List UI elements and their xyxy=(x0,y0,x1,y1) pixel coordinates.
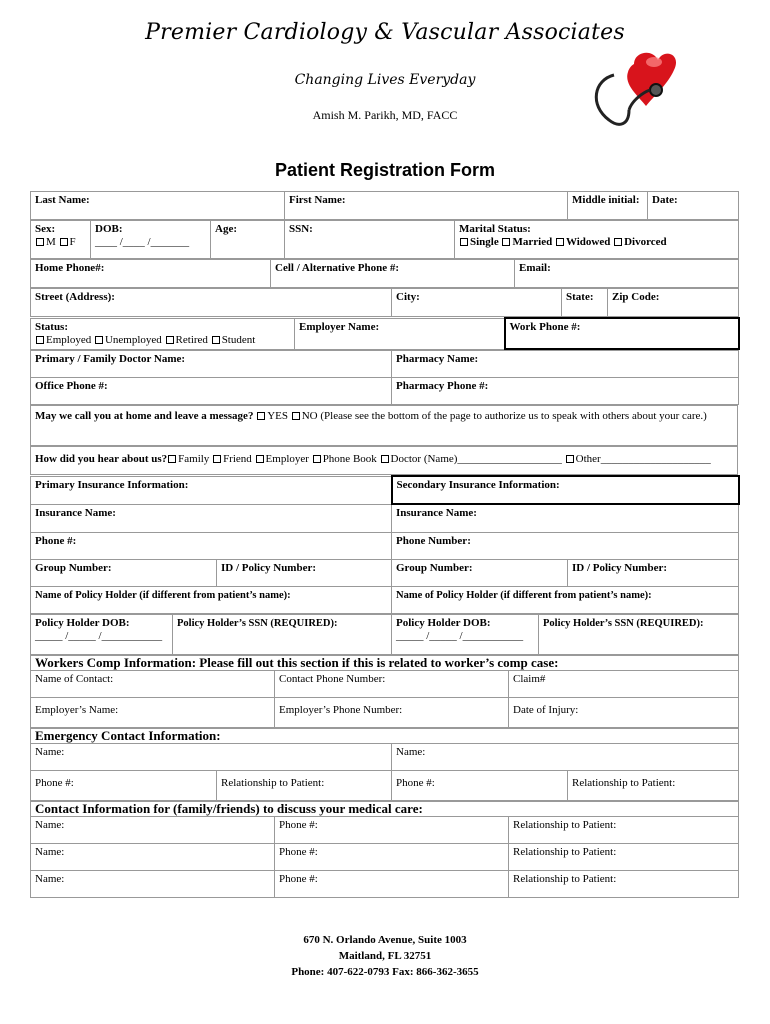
footer-street: 670 N. Orlando Avenue, Suite 1003 xyxy=(303,934,467,946)
footer-address xyxy=(0,932,770,980)
contact-name-field[interactable]: Name of Contact: xyxy=(31,670,275,697)
marital-status-field: Marital Status: Single Married Widowed Divorced xyxy=(455,221,739,259)
secondary-policy-holder-ssn-field[interactable]: Policy Holder’s SSN (REQUIRED): xyxy=(539,614,739,654)
emergency-name-1-field[interactable]: Name: xyxy=(31,743,392,770)
primary-insurance-name-field[interactable]: Insurance Name: xyxy=(31,504,392,532)
sex-field: Sex: M F xyxy=(31,221,91,259)
emergency-phone-2-field[interactable]: Phone #: xyxy=(392,770,568,800)
divorced-checkbox[interactable] xyxy=(614,238,622,246)
registration-form xyxy=(30,191,738,898)
primary-insurance-heading: Primary Insurance Information: xyxy=(31,476,392,504)
employer-name-wc-field[interactable]: Employer’s Name: xyxy=(31,697,275,727)
primary-group-number-field[interactable]: Group Number: xyxy=(31,559,217,586)
contact-3-name-field[interactable]: Name: xyxy=(31,870,275,897)
referral-source: How did you hear about us? Family Friend Employer Phone Book Doctor (Name)___________________ Other____________________ xyxy=(31,447,738,475)
address-row xyxy=(30,288,739,317)
secondary-insurance-heading: Secondary Insurance Information: xyxy=(392,476,739,504)
heart-stethoscope-logo xyxy=(584,40,684,130)
home-phone-field[interactable]: Home Phone#: xyxy=(31,260,271,288)
form-title: Patient Registration Form xyxy=(274,160,496,180)
secondary-policy-holder-dob-field[interactable]: Policy Holder DOB: _____ /_____ /___________ xyxy=(392,614,539,654)
policy-holder-row xyxy=(30,614,739,655)
message-yes-checkbox[interactable] xyxy=(257,412,265,420)
last-name-field[interactable]: Last Name: xyxy=(31,192,285,220)
employer-checkbox[interactable] xyxy=(256,455,264,463)
emergency-phone-1-field[interactable]: Phone #: xyxy=(31,770,217,800)
primary-policy-holder-dob-field[interactable]: Policy Holder DOB: _____ /_____ /___________ xyxy=(31,614,173,654)
unemployed-checkbox[interactable] xyxy=(95,336,103,344)
workers-comp-heading: Workers Comp Information: Please fill out this section if this is related to worker’s comp case: xyxy=(31,655,739,670)
emergency-relationship-2-field[interactable]: Relationship to Patient: xyxy=(568,770,739,800)
zip-code-field[interactable]: Zip Code: xyxy=(608,289,739,317)
city-field[interactable]: City: xyxy=(392,289,562,317)
middle-initial-field[interactable]: Middle initial: xyxy=(568,192,648,220)
doctor-name: Amish M. Parikh, MD, FACC xyxy=(312,108,458,122)
primary-policy-holder-ssn-field[interactable]: Policy Holder’s SSN (REQUIRED): xyxy=(173,614,392,654)
footer-phone-fax: Phone: 407-622-0793 Fax: 866-362-3655 xyxy=(291,966,479,978)
contact-3-phone-field[interactable]: Phone #: xyxy=(275,870,509,897)
doctor-checkbox[interactable] xyxy=(381,455,389,463)
emergency-heading: Emergency Contact Information: xyxy=(31,728,739,743)
work-phone-field[interactable]: Work Phone #: xyxy=(505,318,739,349)
pharmacy-phone-field[interactable]: Pharmacy Phone #: xyxy=(392,378,739,405)
primary-policy-number-field[interactable]: ID / Policy Number: xyxy=(217,559,392,586)
employment-status-field: Status: Employed Unemployed Retired Student xyxy=(31,318,295,349)
secondary-insurance-phone-field[interactable]: Phone Number: xyxy=(392,532,739,559)
employment-row xyxy=(30,317,740,350)
married-checkbox[interactable] xyxy=(502,238,510,246)
name-row xyxy=(30,191,739,220)
phone-book-checkbox[interactable] xyxy=(313,455,321,463)
primary-policy-holder-name-field[interactable]: Name of Policy Holder (if different from patient’s name): xyxy=(31,586,392,613)
email-field[interactable]: Email: xyxy=(515,260,739,288)
date-field[interactable]: Date: xyxy=(648,192,739,220)
pharmacy-name-field[interactable]: Pharmacy Name: xyxy=(392,351,739,378)
secondary-insurance-name-field[interactable]: Insurance Name: xyxy=(392,504,739,532)
single-checkbox[interactable] xyxy=(460,238,468,246)
message-no-checkbox[interactable] xyxy=(292,412,300,420)
emergency-name-2-field[interactable]: Name: xyxy=(392,743,739,770)
secondary-policy-number-field[interactable]: ID / Policy Number: xyxy=(568,559,739,586)
insurance-section xyxy=(30,475,740,614)
workers-comp-section xyxy=(30,655,739,728)
male-checkbox[interactable] xyxy=(36,238,44,246)
date-of-injury-field[interactable]: Date of Injury: xyxy=(509,697,739,727)
phone-row xyxy=(30,259,739,288)
state-field[interactable]: State: xyxy=(562,289,608,317)
widowed-checkbox[interactable] xyxy=(556,238,564,246)
dob-field[interactable]: DOB: ____ /____ /_______ xyxy=(91,221,211,259)
contact-1-name-field[interactable]: Name: xyxy=(31,816,275,843)
employer-name-field[interactable]: Employer Name: xyxy=(295,318,505,349)
primary-insurance-phone-field[interactable]: Phone #: xyxy=(31,532,392,559)
secondary-policy-holder-name-field[interactable]: Name of Policy Holder (if different from patient’s name): xyxy=(392,586,739,613)
contact-2-relationship-field[interactable]: Relationship to Patient: xyxy=(509,843,739,870)
contact-2-phone-field[interactable]: Phone #: xyxy=(275,843,509,870)
street-address-field[interactable]: Street (Address): xyxy=(31,289,392,317)
contacts-heading: Contact Information for (family/friends) to discuss your medical care: xyxy=(31,801,739,816)
friend-checkbox[interactable] xyxy=(213,455,221,463)
age-field[interactable]: Age: xyxy=(211,221,285,259)
secondary-group-number-field[interactable]: Group Number: xyxy=(392,559,568,586)
contact-3-relationship-field[interactable]: Relationship to Patient: xyxy=(509,870,739,897)
contact-phone-field[interactable]: Contact Phone Number: xyxy=(275,670,509,697)
message-permission-row xyxy=(30,405,738,446)
claim-number-field[interactable]: Claim# xyxy=(509,670,739,697)
referral-row xyxy=(30,446,738,475)
emergency-relationship-1-field[interactable]: Relationship to Patient: xyxy=(217,770,392,800)
contact-1-relationship-field[interactable]: Relationship to Patient: xyxy=(509,816,739,843)
cell-phone-field[interactable]: Cell / Alternative Phone #: xyxy=(271,260,515,288)
retired-checkbox[interactable] xyxy=(166,336,174,344)
family-checkbox[interactable] xyxy=(168,455,176,463)
student-checkbox[interactable] xyxy=(212,336,220,344)
emergency-contact-section xyxy=(30,728,739,801)
message-permission: May we call you at home and leave a message? YES NO (Please see the bottom of the page to authorize us to speak with others about your care.) xyxy=(31,406,738,446)
practice-name: Premier Cardiology & Vascular Associates xyxy=(145,20,625,45)
contact-2-name-field[interactable]: Name: xyxy=(31,843,275,870)
demographics-row xyxy=(30,220,739,259)
other-checkbox[interactable] xyxy=(566,455,574,463)
tagline: Changing Lives Everyday xyxy=(294,72,476,88)
office-phone-field[interactable]: Office Phone #: xyxy=(31,378,392,405)
employed-checkbox[interactable] xyxy=(36,336,44,344)
female-checkbox[interactable] xyxy=(60,238,68,246)
footer-city: Maitland, FL 32751 xyxy=(338,950,432,962)
family-contacts-section xyxy=(30,801,739,898)
first-name-field[interactable]: First Name: xyxy=(285,192,568,220)
contact-1-phone-field[interactable]: Phone #: xyxy=(275,816,509,843)
doctor-pharmacy-rows xyxy=(30,350,739,405)
primary-doctor-field[interactable]: Primary / Family Doctor Name: xyxy=(31,351,392,378)
employer-phone-field[interactable]: Employer’s Phone Number: xyxy=(275,697,509,727)
ssn-field[interactable]: SSN: xyxy=(285,221,455,259)
